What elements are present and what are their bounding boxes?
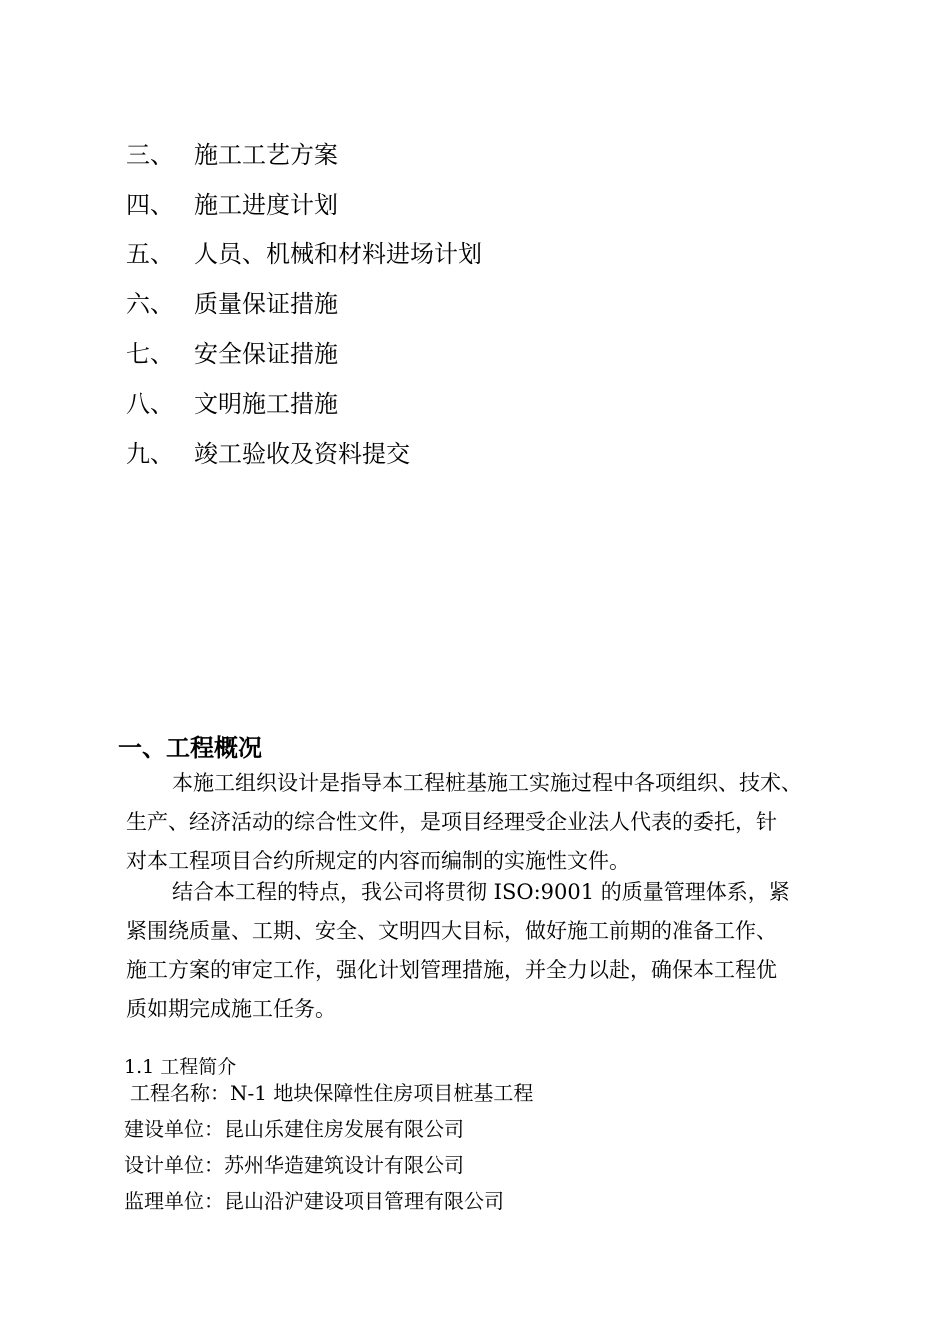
project-info-value: 苏州华造建筑设计有限公司 <box>224 1153 464 1177</box>
project-info-label: 建设单位： <box>124 1117 224 1141</box>
project-info-row <box>124 1114 533 1150</box>
toc-item <box>126 230 726 280</box>
project-info-value: 昆山沿沪建设项目管理有限公司 <box>224 1189 504 1213</box>
paragraph-line: 质如期完成施工任务。 <box>126 997 336 1021</box>
toc-item-number: 六、 <box>126 290 174 319</box>
project-info-row <box>124 1186 533 1222</box>
project-info-list <box>124 1078 533 1222</box>
overview-paragraph-2 <box>126 873 846 1029</box>
project-info-row <box>124 1150 533 1186</box>
overview-paragraph-1 <box>126 764 846 881</box>
toc-item <box>126 329 726 379</box>
project-info-label: 监理单位： <box>124 1189 224 1213</box>
toc-item-number: 四、 <box>126 190 174 219</box>
toc-item-number: 八、 <box>126 389 174 418</box>
toc-item-title: 人员、机械和材料进场计划 <box>194 240 482 269</box>
paragraph-line: 紧围绕质量、工期、安全、文明四大目标，做好施工前期的准备工作、 <box>126 919 777 943</box>
toc-item-title: 施工进度计划 <box>194 190 338 219</box>
toc-item <box>126 130 726 180</box>
toc-item-number: 七、 <box>126 340 174 369</box>
project-info-row <box>124 1078 533 1114</box>
paragraph-line: 本施工组织设计是指导本工程桩基施工实施过程中各项组织、技术、 <box>172 771 802 795</box>
toc-item-title: 文明施工措施 <box>194 389 338 418</box>
toc-item-number: 三、 <box>126 140 174 169</box>
project-info-value: 昆山乐建住房发展有限公司 <box>224 1117 464 1141</box>
toc-item-title: 竣工验收及资料提交 <box>194 439 410 468</box>
table-of-contents <box>126 130 726 479</box>
project-info-label: 设计单位： <box>124 1153 224 1177</box>
subsection-heading: 1.1 工程简介 <box>124 1056 237 1078</box>
toc-item <box>126 180 726 230</box>
paragraph-line: 结合本工程的特点，我公司将贯彻 ISO:9001 的质量管理体系，紧 <box>172 880 790 904</box>
toc-item-title: 安全保证措施 <box>194 340 338 369</box>
toc-item-number: 九、 <box>126 439 174 468</box>
project-info-label: 工程名称： <box>130 1081 230 1105</box>
project-info-value: N-1 地块保障性住房项目桩基工程 <box>230 1081 534 1105</box>
toc-item <box>126 429 726 479</box>
section-heading: 一、工程概况 <box>118 734 262 762</box>
toc-item <box>126 379 726 429</box>
toc-item-title: 质量保证措施 <box>194 290 338 319</box>
toc-item-title: 施工工艺方案 <box>194 140 338 169</box>
paragraph-line: 对本工程项目合约所规定的内容而编制的实施性文件。 <box>126 849 630 873</box>
toc-item <box>126 279 726 329</box>
paragraph-line: 施工方案的审定工作，强化计划管理措施，并全力以赴，确保本工程优 <box>126 958 777 982</box>
paragraph-line: 生产、经济活动的综合性文件，是项目经理受企业法人代表的委托，针 <box>126 810 777 834</box>
toc-item-number: 五、 <box>126 240 174 269</box>
